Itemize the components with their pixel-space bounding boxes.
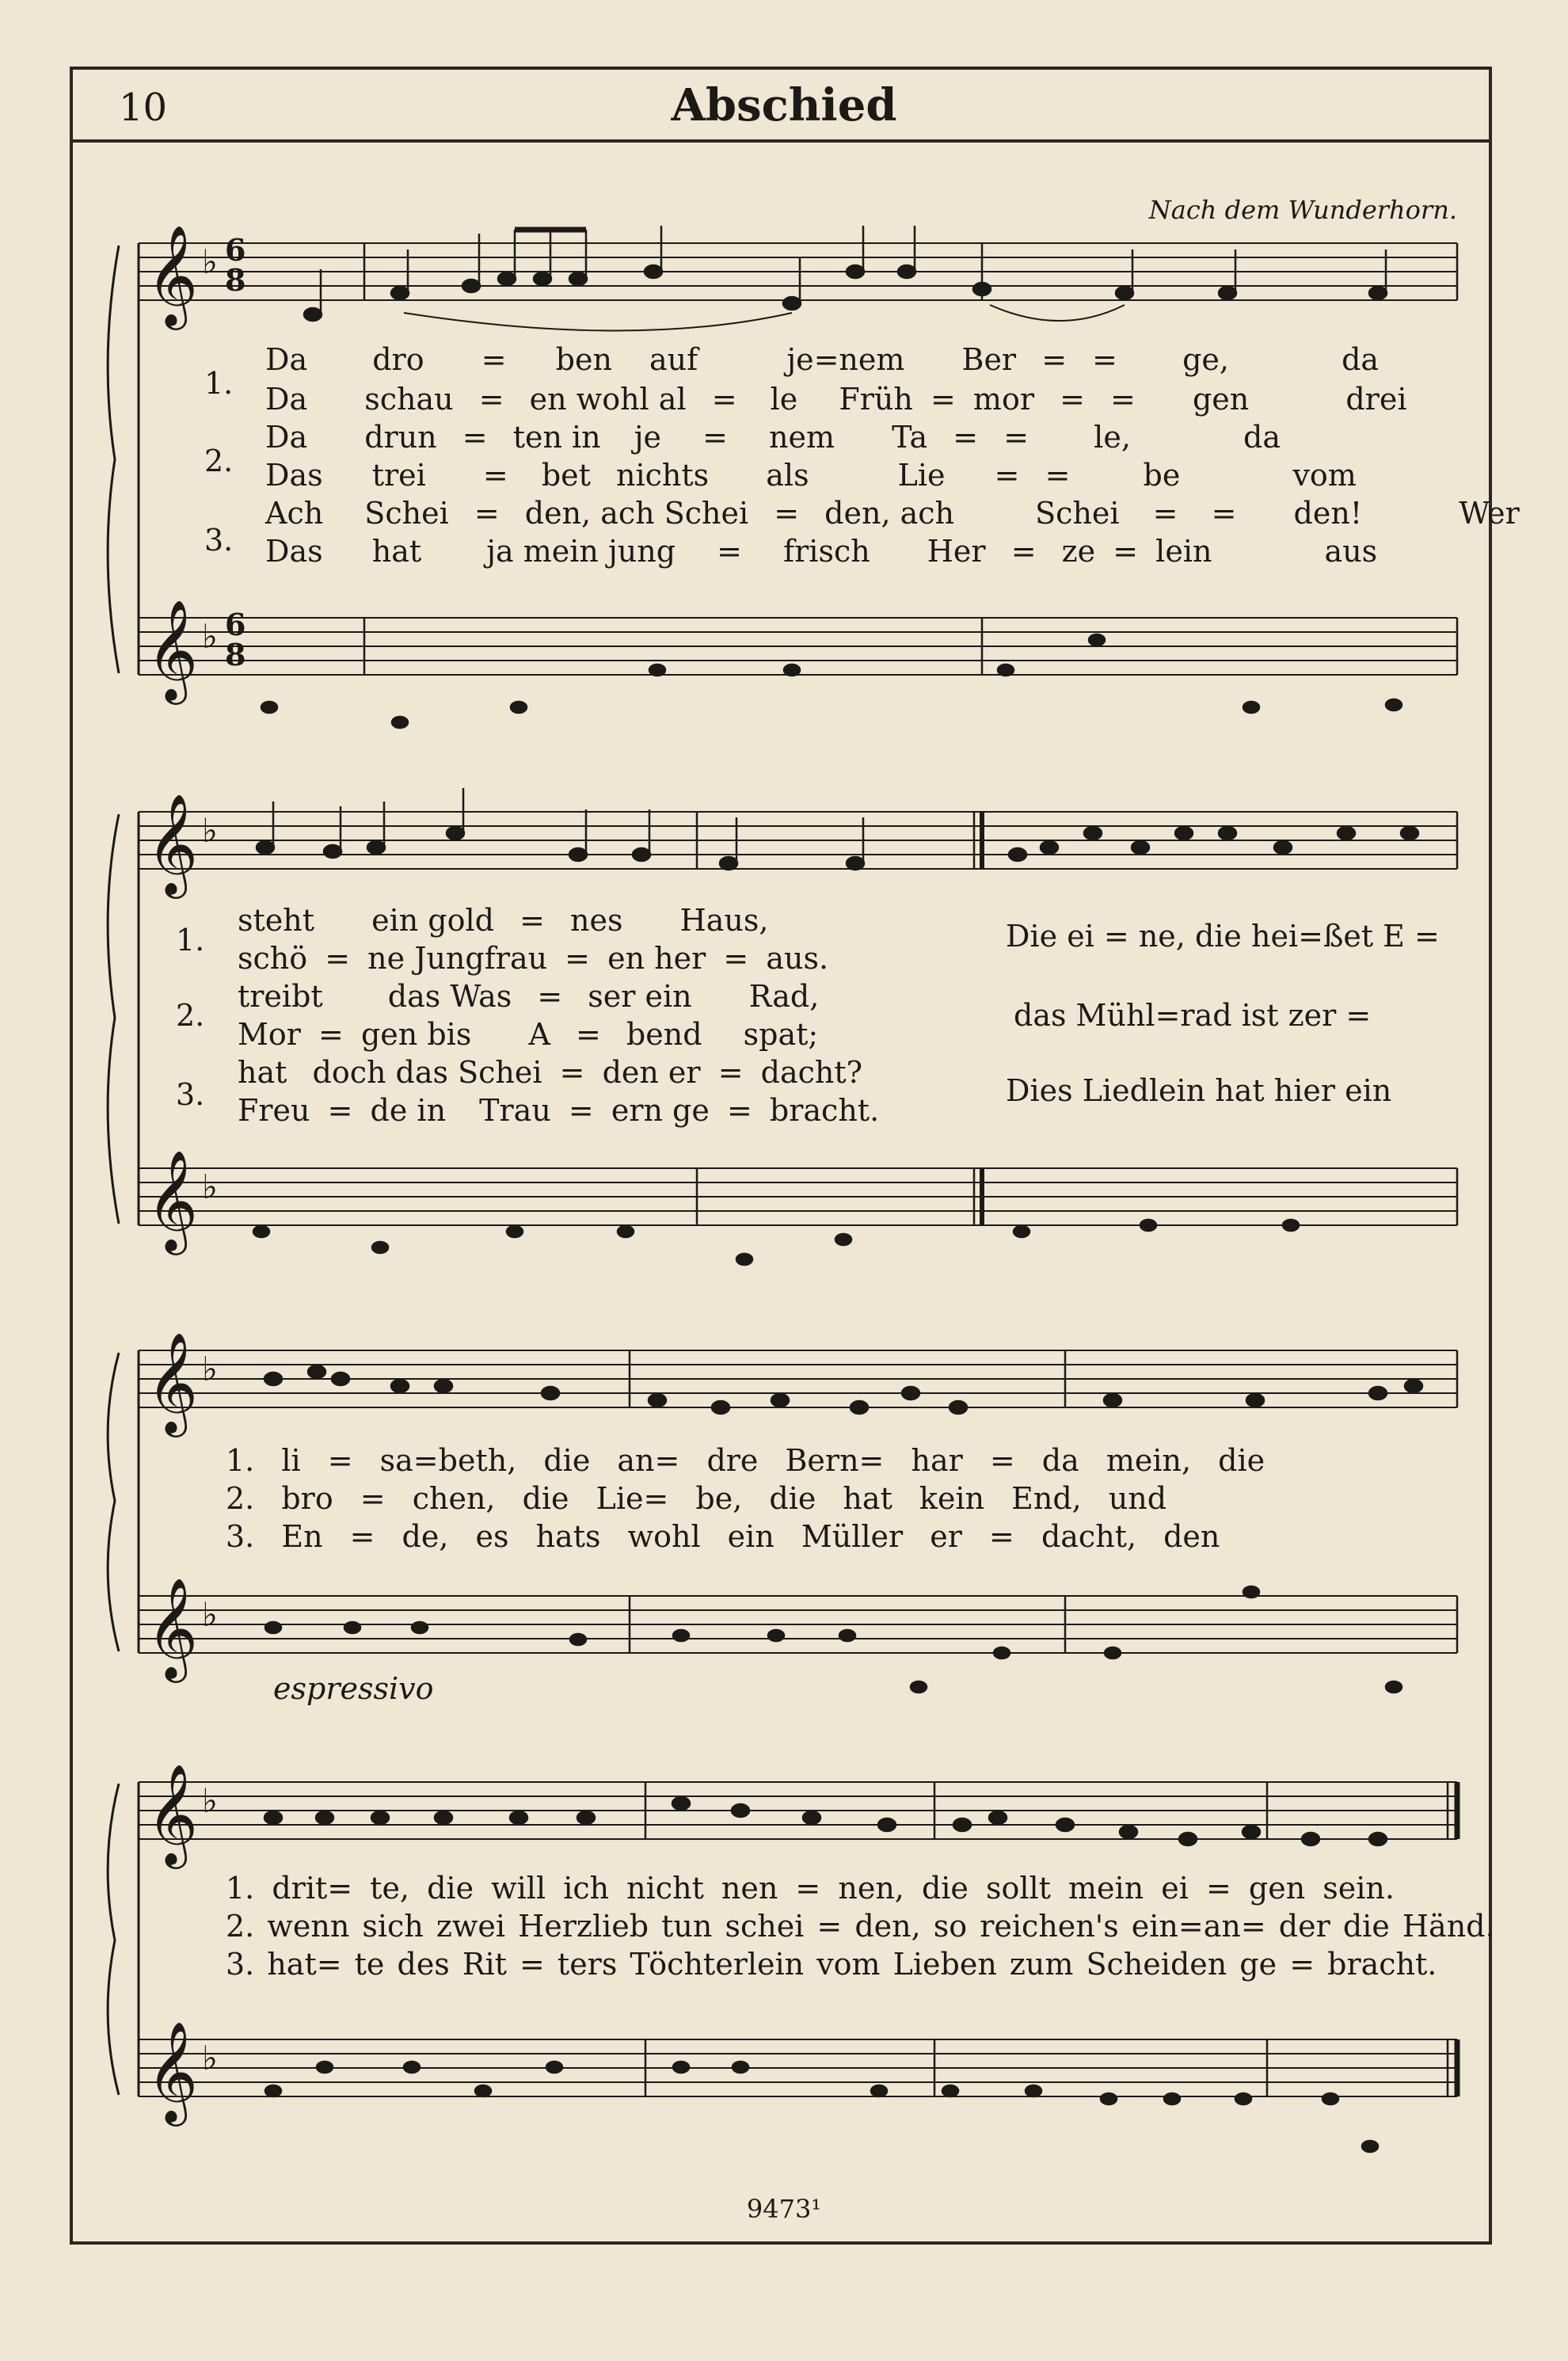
lyric-line: schö = ne Jungfrau = en her = aus. bbox=[238, 941, 829, 976]
staff-piano-2 bbox=[139, 1168, 1457, 1225]
staff-piano-4 bbox=[139, 2039, 1457, 2096]
flat-key-icon: ♭ bbox=[202, 1781, 218, 1820]
lyric-line: Ach Schei = den, ach Schei = den, ach Schei = = den! Wer bbox=[265, 496, 1520, 531]
lyric-line: 3. En = de, es hats wohl ein Müller er = dacht, den bbox=[226, 1519, 1220, 1554]
lyric-line: 2. wenn sich zwei Herzlieb tun schei = den, so reichen's ein=an= der die Händ. bbox=[226, 1909, 1495, 1944]
flat-key-icon: ♭ bbox=[202, 617, 218, 656]
treble-clef-icon: 𝄞 bbox=[147, 1763, 199, 1864]
lyric-line: steht ein gold = nes Haus, bbox=[238, 903, 769, 938]
treble-clef-icon: 𝄞 bbox=[147, 599, 199, 700]
system-brackets bbox=[108, 243, 139, 2096]
clefs bbox=[147, 224, 218, 2127]
notes-system-4 bbox=[265, 1797, 1387, 1845]
treble-clef-icon: 𝄞 bbox=[147, 793, 199, 894]
flat-key-icon: ♭ bbox=[202, 242, 218, 281]
time-signature-piano: 6 8 bbox=[225, 607, 246, 672]
lyric-line: 1. drit= te, die will ich nicht nen = nen, die sollt mein ei = gen sein. bbox=[226, 1871, 1395, 1906]
flat-key-icon: ♭ bbox=[202, 1167, 218, 1206]
lyric-line: 3. hat= te des Rit = ters Töchterlein vom Lieben zum Scheiden ge = bracht. bbox=[226, 1947, 1437, 1982]
notes-system-1 bbox=[304, 226, 1387, 331]
notes-system-3 bbox=[265, 1365, 1422, 1414]
song-title: Abschied bbox=[671, 79, 897, 131]
flat-key-icon: ♭ bbox=[202, 1350, 218, 1388]
verse-number: 1. bbox=[204, 366, 234, 401]
lyric-line: Freu = de in Trau = ern ge = bracht. bbox=[238, 1093, 880, 1128]
lyric-line: Das hat ja mein jung = frisch Her = ze = lein aus bbox=[265, 534, 1378, 569]
attribution: Nach dem Wunderhorn. bbox=[1148, 195, 1457, 225]
page-number: 10 bbox=[119, 86, 168, 130]
lyric-line: treibt das Was = ser ein Rad, bbox=[238, 979, 820, 1014]
notes-system-2 bbox=[257, 788, 1418, 870]
flat-key-icon: ♭ bbox=[202, 1595, 218, 1634]
expression-mark: espressivo bbox=[273, 1671, 434, 1706]
lyric-line: Da schau = en wohl al = le Früh = mor = = gen drei bbox=[265, 382, 1407, 417]
lyric-line: 2. bro = chen, die Lie= be, die hat kein End, und bbox=[226, 1481, 1167, 1516]
verse-number: 2. bbox=[176, 998, 205, 1033]
verse-number: 2. bbox=[204, 444, 234, 478]
lyric-line: Da dro = ben auf je=nem Ber = = ge, da bbox=[265, 342, 1380, 377]
refrain-line: Die ei = ne, die hei=ßet E = bbox=[1006, 919, 1440, 954]
staff-voice-1 bbox=[139, 243, 1457, 300]
lyric-line: hat doch das Schei = den er = dacht? bbox=[238, 1055, 863, 1090]
treble-clef-icon: 𝄞 bbox=[147, 1331, 199, 1433]
refrain-line: das Mühl=rad ist zer = bbox=[1014, 998, 1372, 1033]
flat-key-icon: ♭ bbox=[202, 811, 218, 850]
verse-number: 1. bbox=[176, 923, 205, 958]
flat-key-icon: ♭ bbox=[202, 2039, 218, 2077]
staff-piano-3 bbox=[139, 1596, 1457, 1653]
staff-voice-2 bbox=[139, 812, 1457, 869]
treble-clef-icon: 𝄞 bbox=[147, 1577, 199, 1678]
plate-number: 9473¹ bbox=[746, 2194, 822, 2224]
lyric-line: Mor = gen bis A = bend spat; bbox=[238, 1017, 819, 1052]
lyric-line: Da drun = ten in je = nem Ta = = le, da bbox=[265, 420, 1281, 455]
treble-clef-icon: 𝄞 bbox=[147, 1149, 199, 1251]
treble-clef-icon: 𝄞 bbox=[147, 2020, 199, 2122]
lyric-line: 1. li = sa=beth, die an= dre Bern= har = da mein, die bbox=[226, 1443, 1265, 1478]
time-signature-voice: 6 8 bbox=[225, 232, 246, 298]
lyric-line: Das trei = bet nichts als Lie = = be vom bbox=[265, 458, 1357, 493]
refrain-line: Dies Liedlein hat hier ein bbox=[1006, 1073, 1392, 1108]
verse-number: 3. bbox=[204, 523, 234, 558]
verse-number: 3. bbox=[176, 1077, 205, 1112]
treble-clef-icon: 𝄞 bbox=[147, 224, 199, 326]
